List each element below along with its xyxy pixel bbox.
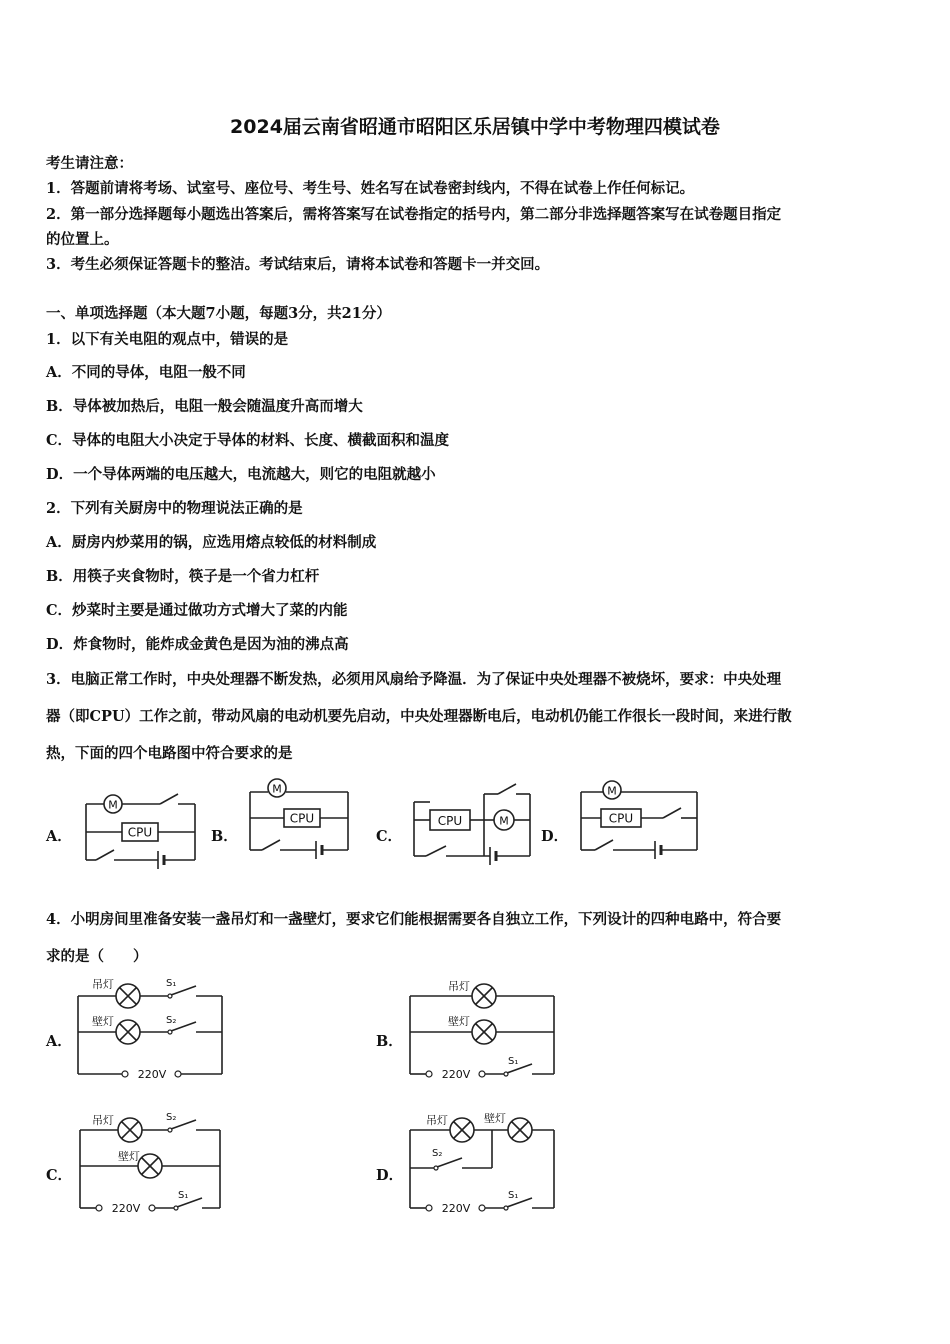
svg-text:220V: 220V (137, 1068, 167, 1081)
svg-text:S₁: S₁ (178, 1190, 189, 1201)
svg-text:220V: 220V (441, 1202, 471, 1215)
q4-circuit-a (72, 976, 232, 1082)
section-heading: 一、单项选择题（本大题7小题，每题3分，共21分） (46, 305, 391, 322)
q4-label-c: C． (46, 1167, 73, 1184)
q3-circuit-d (575, 776, 705, 860)
svg-text:壁灯: 壁灯 (484, 1112, 506, 1125)
notice-item-2-cont: 的位置上。 (46, 231, 119, 248)
q3-circuit-a (78, 788, 203, 864)
q3-label-d: D． (541, 828, 569, 845)
q1-option-a: A．不同的导体，电阻一般不同 (46, 364, 246, 381)
q2-stem: 2．下列有关厨房中的物理说法正确的是 (46, 500, 303, 517)
notice-heading: 考生请注意： (46, 155, 133, 172)
svg-text:壁灯: 壁灯 (118, 1150, 140, 1163)
q2-option-c: C．炒菜时主要是通过做功方式增大了菜的内能 (46, 602, 348, 619)
q4-stem-2: 求的是（ ） (46, 948, 148, 965)
svg-text:吊灯: 吊灯 (92, 978, 114, 991)
q3-stem-2: 器（即CPU）工作之前，带动风扇的电动机要先启动，中央处理器断电后，电动机仍能工作很长一段时间，来进行散 (46, 708, 792, 725)
svg-text:S₂: S₂ (166, 1015, 177, 1026)
q1-option-c: C．导体的电阻大小决定于导体的材料、长度、横截面积和温度 (46, 432, 450, 449)
svg-text:S₁: S₁ (508, 1190, 519, 1201)
svg-text:M: M (499, 814, 509, 828)
q3-circuit-c (408, 780, 538, 866)
svg-text:M: M (607, 784, 617, 798)
svg-text:S₂: S₂ (166, 1112, 177, 1123)
notice-item-3: 3．考生必须保证答题卡的整洁。考试结束后，请将本试卷和答题卡一并交回。 (46, 256, 550, 273)
q4-circuit-d (404, 1110, 564, 1216)
q3-stem-3: 热，下面的四个电路图中符合要求的是 (46, 745, 293, 762)
svg-text:CPU: CPU (289, 811, 315, 826)
svg-text:CPU: CPU (608, 811, 634, 826)
svg-text:S₁: S₁ (166, 978, 177, 989)
q4-label-b: B． (376, 1033, 403, 1050)
q3-label-b: B． (211, 828, 238, 845)
q4-stem-1: 4．小明房间里准备安装一盏吊灯和一盏壁灯，要求它们能根据需要各自独立工作，下列设计的四种电路中，符合要 (46, 911, 782, 928)
svg-text:220V: 220V (441, 1068, 471, 1081)
q3-label-a: A． (46, 828, 72, 845)
notice-item-1: 1．答题前请将考场、试室号、座位号、考生号、姓名写在试卷密封线内，不得在试卷上作任何标记。 (46, 180, 695, 197)
q4-label-a: A． (46, 1033, 72, 1050)
svg-text:S₁: S₁ (508, 1056, 519, 1067)
notice-item-2: 2．第一部分选择题每小题选出答案后，需将答案写在试卷指定的括号内，第二部分非选择题答案写在试卷题目指定 (46, 206, 782, 223)
q1-stem: 1．以下有关电阻的观点中，错误的是 (46, 331, 289, 348)
q3-circuit-b (244, 776, 354, 856)
q4-circuit-b (404, 976, 564, 1082)
q2-option-b: B．用筷子夹食物时，筷子是一个省力杠杆 (46, 568, 320, 585)
q3-label-c: C． (376, 828, 403, 845)
svg-text:CPU: CPU (437, 814, 463, 828)
svg-text:壁灯: 壁灯 (448, 1015, 470, 1028)
svg-text:吊灯: 吊灯 (92, 1114, 114, 1127)
q1-option-d: D．一个导体两端的电压越大，电流越大，则它的电阻就越小 (46, 466, 436, 483)
q4-label-d: D． (376, 1167, 404, 1184)
svg-text:S₂: S₂ (432, 1148, 443, 1159)
q2-option-a: A．厨房内炒菜用的锅，应选用熔点较低的材料制成 (46, 534, 377, 551)
svg-text:壁灯: 壁灯 (92, 1015, 114, 1028)
svg-text:吊灯: 吊灯 (448, 980, 470, 993)
q1-option-b: B．导体被加热后，电阻一般会随温度升高而增大 (46, 398, 363, 415)
q4-circuit-c (74, 1110, 234, 1216)
svg-text:M: M (272, 782, 282, 796)
svg-text:CPU: CPU (127, 825, 153, 840)
page-title: 2024届云南省昭通市昭阳区乐居镇中学中考物理四模试卷 (230, 116, 720, 138)
svg-text:吊灯: 吊灯 (426, 1114, 448, 1127)
svg-text:M: M (108, 798, 118, 812)
svg-text:220V: 220V (111, 1202, 141, 1215)
q2-option-d: D．炸食物时，能炸成金黄色是因为油的沸点高 (46, 636, 349, 653)
q3-stem-1: 3．电脑正常工作时，中央处理器不断发热，必须用风扇给予降温．为了保证中央处理器不被烧坏，要求：中央处理 (46, 671, 782, 688)
